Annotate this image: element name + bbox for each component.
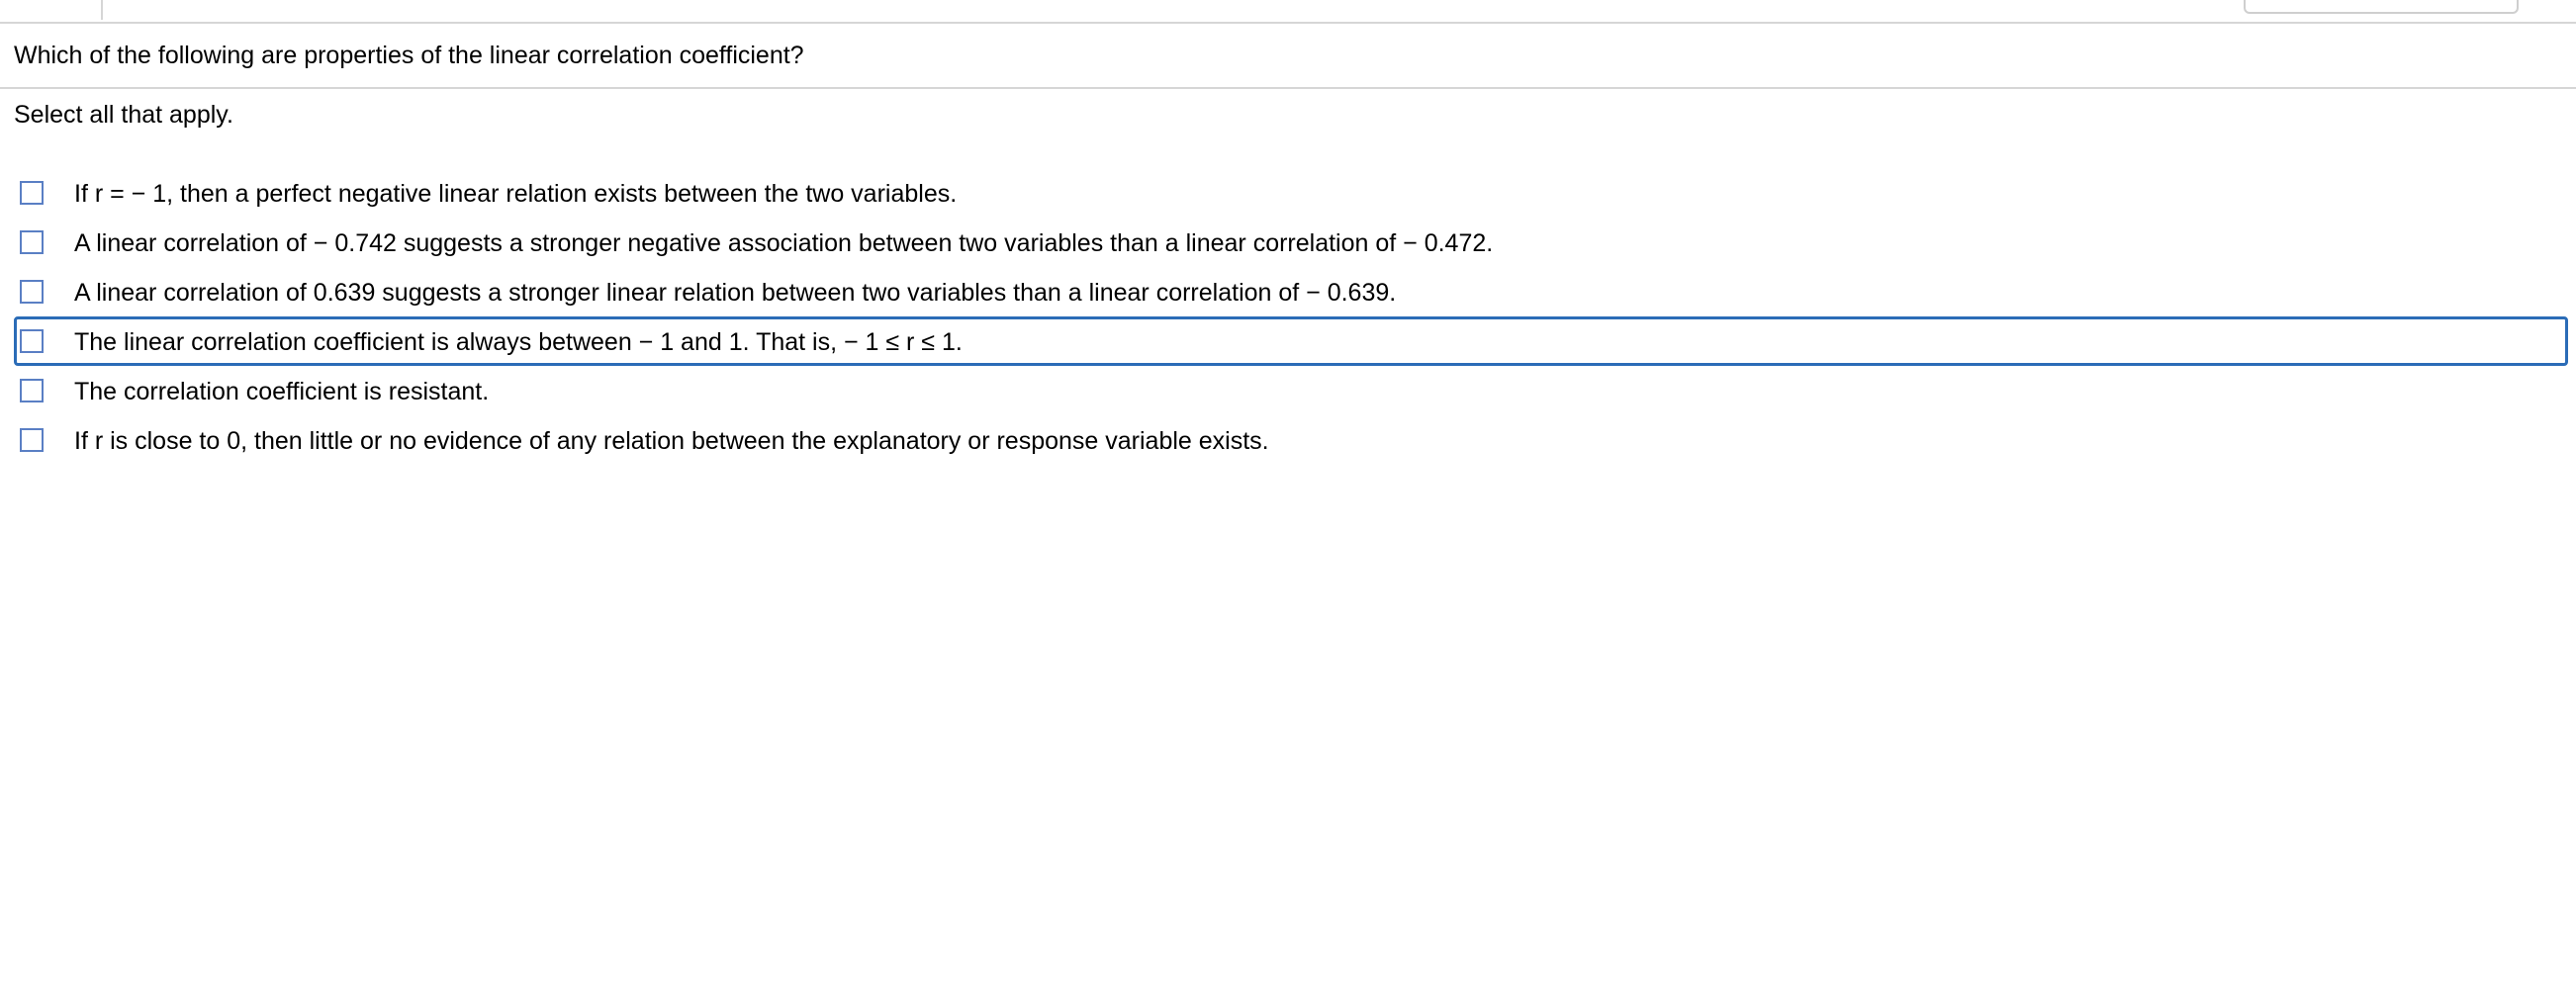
answer-option-3[interactable] <box>14 267 2568 316</box>
answer-option-5[interactable] <box>14 366 2568 415</box>
checkbox[interactable] <box>20 428 44 452</box>
checkbox[interactable] <box>20 230 44 254</box>
checkbox[interactable] <box>20 181 44 205</box>
checkbox[interactable] <box>20 329 44 353</box>
question-text: Which of the following are properties of the linear correlation coefficient? <box>14 42 804 69</box>
option-label[interactable]: A linear correlation of 0.639 suggests a stronger linear relation between two variables than a linear correlation of − 0.639. <box>74 279 1397 307</box>
toolbar-divider <box>101 0 103 20</box>
option-label[interactable]: The linear correlation coefficient is always between − 1 and 1. That is, − 1 ≤ r ≤ 1. <box>74 328 963 356</box>
toolbar-control[interactable] <box>2244 0 2519 14</box>
option-label[interactable]: If r is close to 0, then little or no evidence of any relation between the explanatory or response variable exists. <box>74 427 1269 455</box>
checkbox[interactable] <box>20 280 44 304</box>
checkbox[interactable] <box>20 379 44 402</box>
option-label[interactable]: The correlation coefficient is resistant. <box>74 378 490 405</box>
answer-option-1[interactable] <box>14 168 2568 218</box>
question-header <box>0 24 2576 89</box>
option-label[interactable]: If r = − 1, then a perfect negative linear relation exists between the two variables. <box>74 180 958 208</box>
answer-option-2[interactable] <box>14 218 2568 267</box>
top-toolbar <box>0 0 2576 24</box>
option-label[interactable]: A linear correlation of − 0.742 suggests a stronger negative association between two variables than a linear correlation of − 0.472. <box>74 229 1494 257</box>
instruction-text: Select all that apply. <box>14 101 233 129</box>
answer-option-6[interactable] <box>14 415 2568 465</box>
answer-options <box>14 168 2568 465</box>
answer-option-4[interactable] <box>14 316 2568 366</box>
